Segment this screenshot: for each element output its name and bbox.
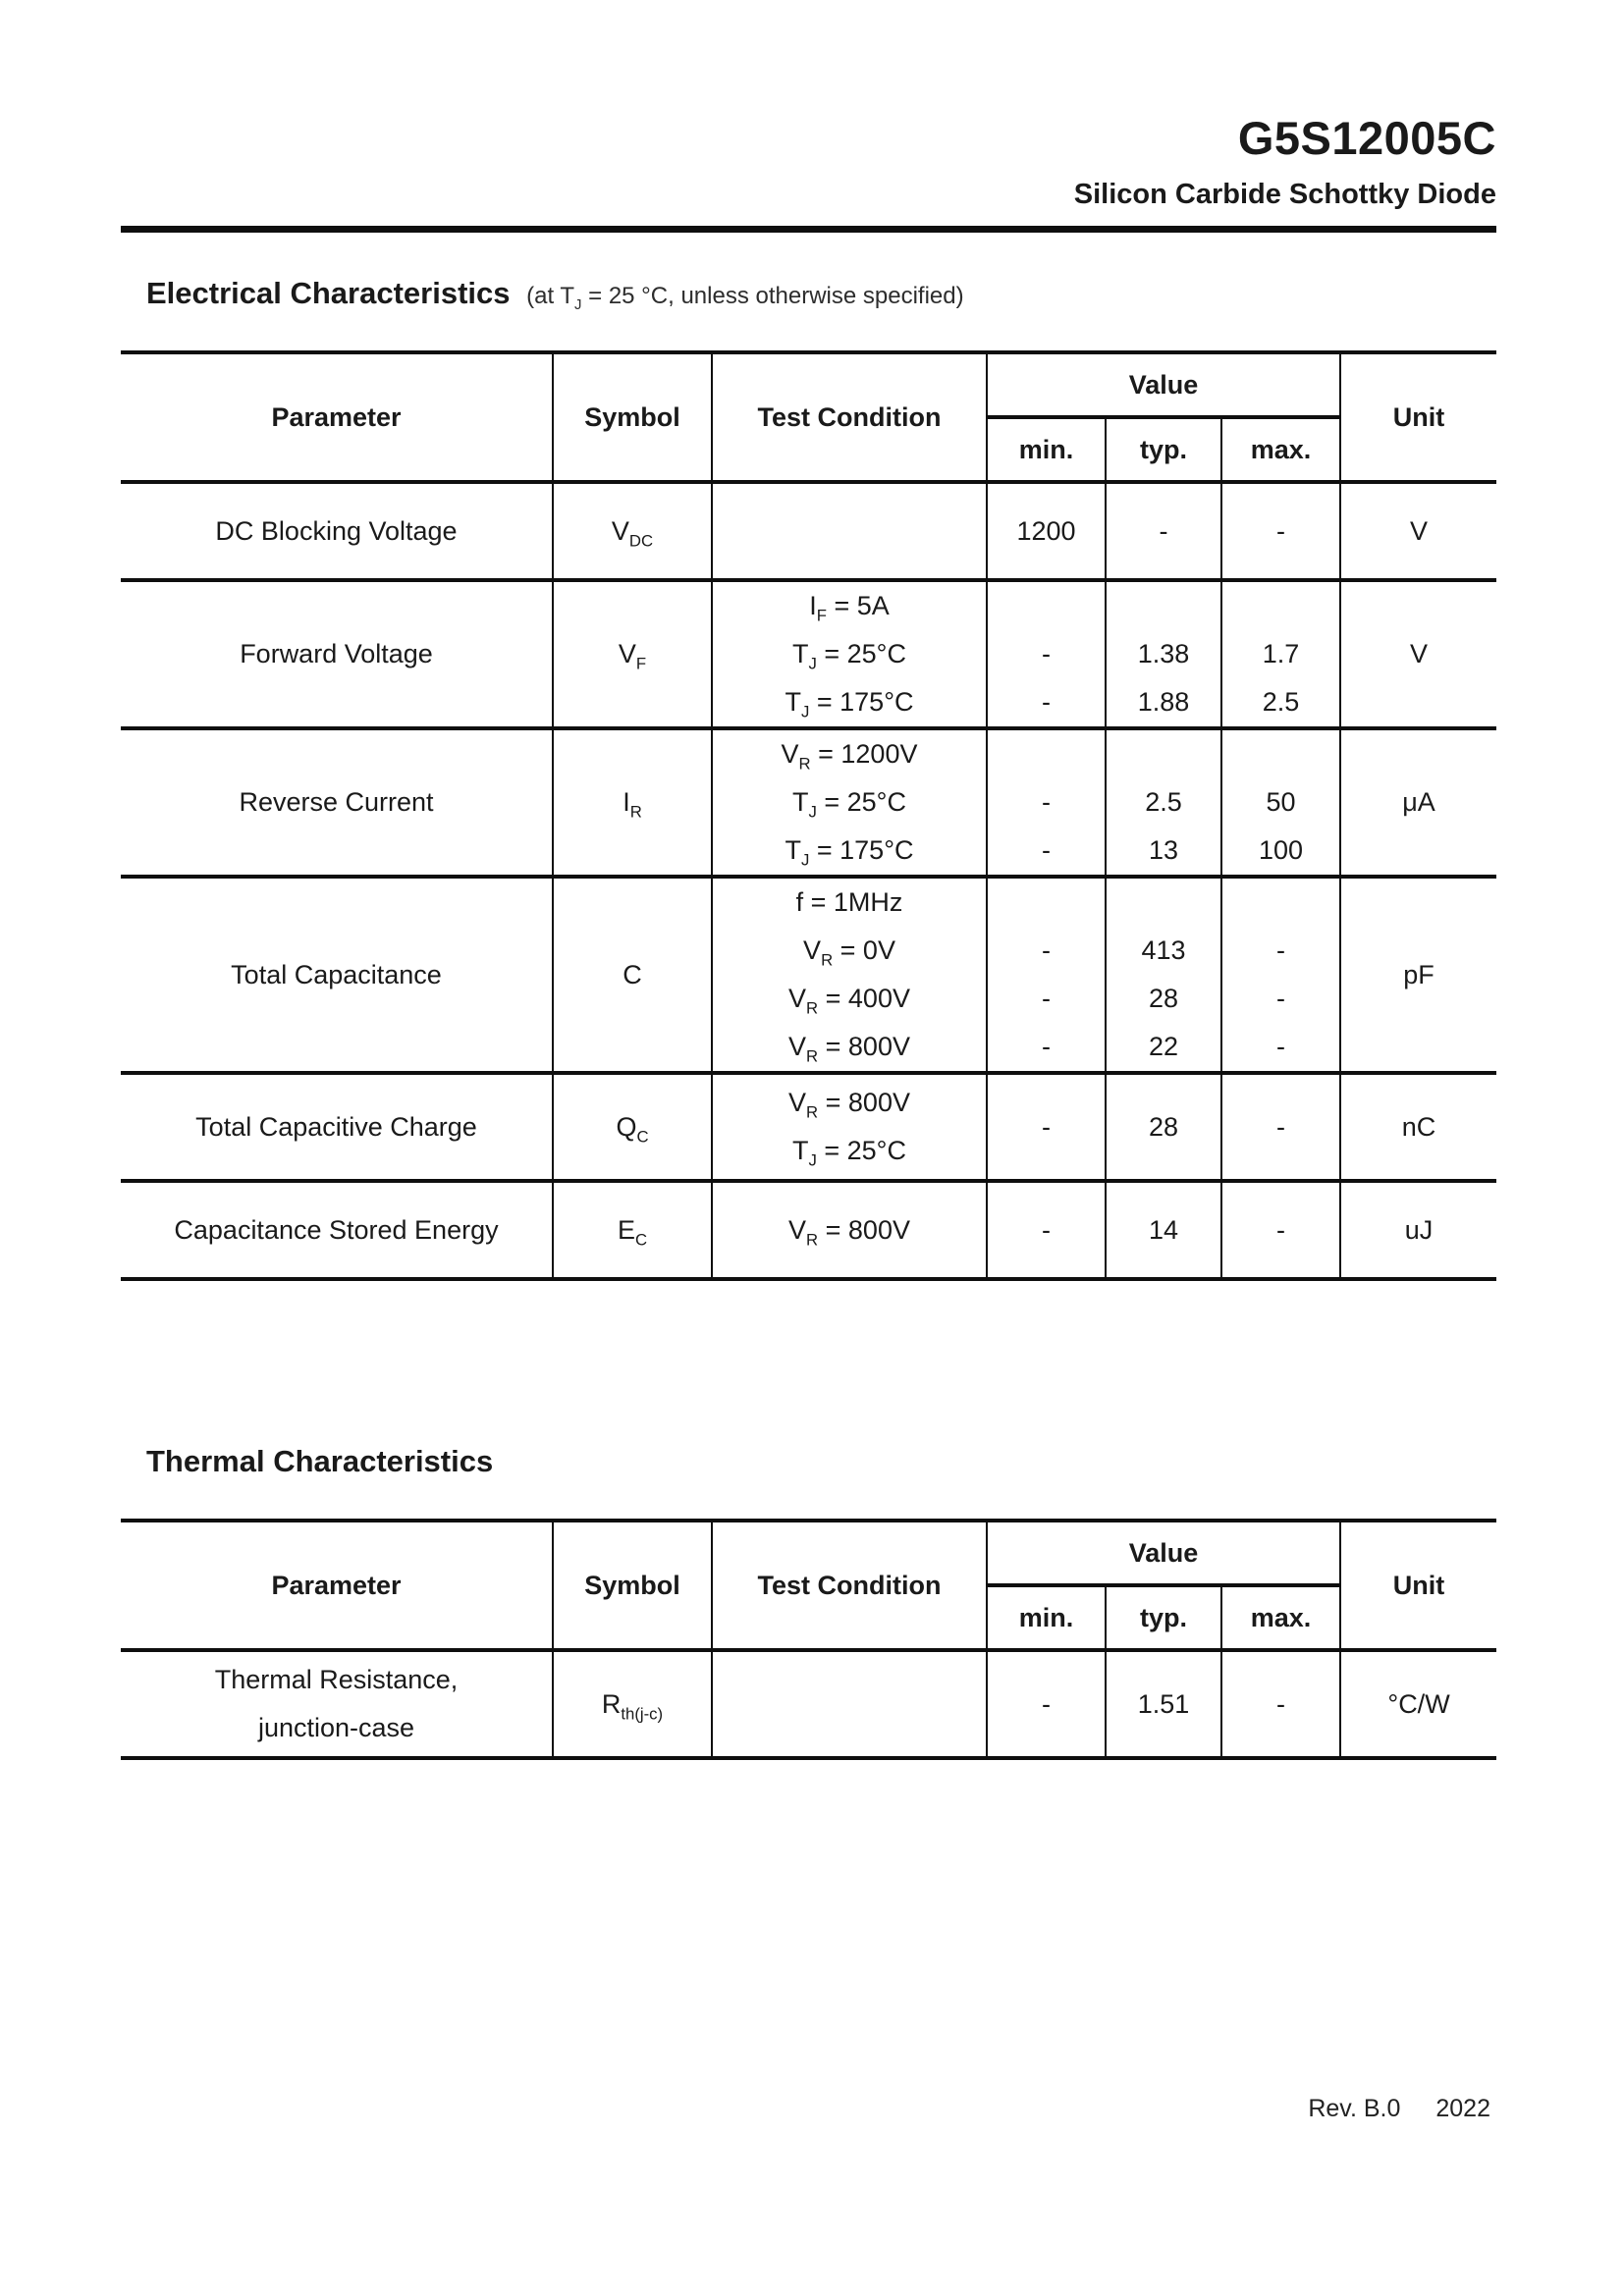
header-row-1 <box>121 352 1496 417</box>
col-header-typ: typ. <box>1106 1585 1221 1650</box>
cond-cell <box>712 482 987 580</box>
max-value: - <box>1276 1214 1286 1245</box>
cond-rest: = 25°C <box>816 787 906 818</box>
cond-rest: = 175°C <box>809 835 914 866</box>
symbol-cell <box>553 877 712 1073</box>
cond-line <box>713 1127 986 1175</box>
cond-sub: F <box>816 606 827 625</box>
parameter-label: Thermal Resistance, <box>214 1665 459 1695</box>
max-value: - <box>1276 1111 1286 1142</box>
cond-base: T <box>792 639 809 669</box>
table-row-total-capacitive-charge <box>121 1073 1496 1181</box>
cond-base: V <box>788 984 807 1014</box>
table-row-capacitance-stored-energy <box>121 1181 1496 1279</box>
parameter-label: junction-case <box>257 1713 415 1743</box>
unit-label: °C/W <box>1387 1688 1450 1719</box>
revision-footer <box>1308 2095 1490 2123</box>
max-value <box>1222 879 1339 927</box>
min-value: - <box>1042 1032 1051 1062</box>
param-cell <box>121 482 553 580</box>
param-cell <box>121 728 553 877</box>
unit-cell <box>1340 1073 1496 1181</box>
cond-line <box>713 879 986 927</box>
unit-label: V <box>1410 639 1429 669</box>
typ-cell <box>1106 877 1221 1073</box>
param-cell <box>121 580 553 728</box>
table-row-total-capacitance <box>121 877 1496 1073</box>
thermal-section-title <box>121 1444 1496 1479</box>
cond-line <box>713 827 986 875</box>
symbol-sub: C <box>634 1230 648 1250</box>
param-cell <box>121 877 553 1073</box>
symbol-base: V <box>618 639 636 669</box>
typ-cell <box>1106 1073 1221 1181</box>
table-row-dc-blocking-voltage <box>121 482 1496 580</box>
cond-cell <box>712 580 987 728</box>
col-header-symbol: Symbol <box>553 352 712 482</box>
thermal-table-body <box>121 1650 1496 1758</box>
symbol-sub: th(j-c) <box>621 1704 664 1724</box>
masthead <box>121 0 1496 233</box>
max-value <box>1222 582 1339 630</box>
cond-base: V <box>788 1088 807 1118</box>
unit-cell <box>1340 1181 1496 1279</box>
symbol <box>617 1214 648 1250</box>
typ-cell <box>1106 1181 1221 1279</box>
cond-sub: R <box>806 998 819 1018</box>
cond-cell <box>712 1073 987 1181</box>
cond-sub: J <box>801 850 810 870</box>
symbol-sub: C <box>636 1127 649 1147</box>
min-cell <box>987 580 1106 728</box>
cond-line <box>713 927 986 975</box>
param-cell <box>121 1181 553 1279</box>
cond-line <box>713 678 986 726</box>
part-number-title: G5S12005C <box>1237 112 1496 164</box>
cond-cell <box>712 877 987 1073</box>
cond-base: V <box>781 739 799 770</box>
typ-value <box>1107 582 1220 630</box>
max-value: 50 <box>1266 787 1296 818</box>
min-value: - <box>1042 984 1051 1014</box>
cond-line <box>713 975 986 1023</box>
cond-rest: = 1MHz <box>803 887 903 918</box>
cond-cell <box>712 1650 987 1758</box>
min-value: - <box>1042 1111 1051 1142</box>
col-header-test-condition: Test Condition <box>712 1521 987 1650</box>
electrical-section-title <box>121 276 1496 314</box>
electrical-table-body <box>121 482 1496 1279</box>
typ-cell <box>1106 482 1221 580</box>
cond-sub: J <box>808 654 817 673</box>
min-cell <box>987 728 1106 877</box>
max-value: - <box>1276 1688 1286 1719</box>
col-header-parameter: Parameter <box>121 352 553 482</box>
cond-base: V <box>788 1214 807 1245</box>
note-post: = 25 °C, unless otherwise specified) <box>581 283 964 310</box>
cond-line <box>713 630 986 678</box>
min-value: - <box>1042 1214 1051 1245</box>
max-value: - <box>1276 1032 1286 1062</box>
typ-value: 1.38 <box>1137 639 1190 669</box>
cond-line <box>713 582 986 630</box>
max-value: 1.7 <box>1262 639 1300 669</box>
unit-label: uJ <box>1404 1214 1434 1245</box>
note-sub-j: J <box>574 297 582 314</box>
cond-base: V <box>803 935 822 966</box>
cond-sub: R <box>806 1046 819 1066</box>
cond-cell <box>712 1181 987 1279</box>
cond-base: f <box>795 887 804 918</box>
symbol-base: I <box>623 787 630 818</box>
cond-rest: = 25°C <box>816 639 906 669</box>
cond-rest: = 400V <box>818 984 910 1014</box>
cond-rest: = 25°C <box>816 1136 906 1166</box>
typ-cell <box>1106 728 1221 877</box>
unit-label: μA <box>1402 787 1435 818</box>
symbol-cell <box>553 1650 712 1758</box>
cond-sub: J <box>808 802 817 822</box>
symbol-cell <box>553 728 712 877</box>
cond-sub: R <box>821 950 834 970</box>
symbol <box>601 1688 664 1724</box>
col-header-parameter: Parameter <box>121 1521 553 1650</box>
max-value: 100 <box>1258 835 1304 866</box>
col-header-value: Value <box>987 1521 1340 1585</box>
symbol-cell <box>553 1181 712 1279</box>
cond-cell <box>712 728 987 877</box>
col-header-test-condition: Test Condition <box>712 352 987 482</box>
max-value: 2.5 <box>1262 687 1300 718</box>
header-rule <box>121 226 1496 233</box>
typ-value <box>1107 730 1220 778</box>
col-header-typ: typ. <box>1106 417 1221 482</box>
thermal-characteristics-table <box>121 1519 1496 1760</box>
symbol-base: E <box>617 1214 635 1245</box>
revision-year: 2022 <box>1435 2095 1490 2122</box>
cond-rest: = 800V <box>818 1032 910 1062</box>
typ-value: 13 <box>1148 835 1179 866</box>
col-header-unit: Unit <box>1340 1521 1496 1650</box>
min-value: - <box>1042 835 1051 866</box>
typ-value: - <box>1159 515 1168 546</box>
cond-base: I <box>809 591 817 621</box>
max-cell <box>1221 728 1340 877</box>
symbol-cell <box>553 1073 712 1181</box>
cond-line <box>713 1023 986 1071</box>
parameter-label: Forward Voltage <box>240 639 433 669</box>
unit-cell <box>1340 580 1496 728</box>
min-value: - <box>1042 787 1051 818</box>
device-subtitle: Silicon Carbide Schottky Diode <box>1073 179 1496 211</box>
unit-cell <box>1340 877 1496 1073</box>
max-cell <box>1221 1181 1340 1279</box>
symbol-base: Q <box>616 1111 637 1142</box>
cond-rest: = 1200V <box>810 739 918 770</box>
parameter-label: DC Blocking Voltage <box>215 515 458 546</box>
symbol <box>618 639 647 673</box>
cond-sub: R <box>806 1230 819 1250</box>
symbol-base: V <box>611 515 629 546</box>
max-cell <box>1221 877 1340 1073</box>
cond-base: T <box>792 787 809 818</box>
typ-value: 413 <box>1141 935 1186 966</box>
typ-value: 28 <box>1148 1111 1179 1142</box>
cond-base: T <box>792 1136 809 1166</box>
thermal-table-header <box>121 1521 1496 1650</box>
col-header-min: min. <box>987 1585 1106 1650</box>
col-header-unit: Unit <box>1340 352 1496 482</box>
symbol-base: R <box>601 1688 622 1719</box>
max-value: - <box>1276 515 1286 546</box>
min-value: - <box>1042 687 1051 718</box>
col-header-max: max. <box>1221 1585 1340 1650</box>
cond-rest: = 0V <box>833 935 895 966</box>
col-header-value: Value <box>987 352 1340 417</box>
cond-line <box>713 778 986 827</box>
max-value <box>1222 730 1339 778</box>
typ-value: 1.88 <box>1137 687 1190 718</box>
min-value <box>988 879 1105 927</box>
table-row-reverse-current <box>121 728 1496 877</box>
unit-label: pF <box>1403 959 1435 989</box>
revision-label: Rev. B.0 <box>1308 2095 1401 2122</box>
symbol-sub: DC <box>628 531 654 551</box>
typ-value: 2.5 <box>1145 787 1182 818</box>
cond-line <box>713 1079 986 1127</box>
cond-line <box>713 1206 986 1255</box>
symbol-cell <box>553 580 712 728</box>
min-value: - <box>1042 1688 1051 1719</box>
unit-cell <box>1340 728 1496 877</box>
cond-base: V <box>788 1032 807 1062</box>
table-row-thermal-resistance <box>121 1650 1496 1758</box>
electrical-table-header <box>121 352 1496 482</box>
parameter-label: Capacitance Stored Energy <box>174 1214 499 1245</box>
cond-rest: = 800V <box>818 1214 910 1245</box>
symbol <box>623 787 642 822</box>
typ-cell <box>1106 1650 1221 1758</box>
symbol <box>623 960 642 989</box>
min-cell <box>987 482 1106 580</box>
cond-sub: R <box>806 1102 819 1122</box>
max-cell <box>1221 1650 1340 1758</box>
cond-sub: J <box>801 702 810 721</box>
symbol-sub: F <box>635 654 647 673</box>
typ-value: 1.51 <box>1137 1688 1190 1719</box>
min-value: 1200 <box>1016 515 1076 546</box>
unit-label: V <box>1410 515 1429 546</box>
typ-value: 14 <box>1148 1214 1179 1245</box>
min-cell <box>987 1073 1106 1181</box>
unit-cell <box>1340 1650 1496 1758</box>
min-cell <box>987 877 1106 1073</box>
symbol <box>611 515 654 551</box>
electrical-characteristics-table <box>121 350 1496 1281</box>
header-row-1 <box>121 1521 1496 1585</box>
max-cell <box>1221 482 1340 580</box>
unit-cell <box>1340 482 1496 580</box>
cond-rest: = 800V <box>818 1088 910 1118</box>
col-header-symbol: Symbol <box>553 1521 712 1650</box>
symbol-sub: R <box>629 802 642 822</box>
min-value: - <box>1042 639 1051 669</box>
min-value: - <box>1042 935 1051 966</box>
parameter-label: Total Capacitance <box>231 959 442 989</box>
cond-rest: = 5A <box>826 591 890 621</box>
note-pre: (at T <box>526 283 575 310</box>
min-cell <box>987 1181 1106 1279</box>
cond-sub: R <box>798 754 811 774</box>
min-value <box>988 730 1105 778</box>
typ-value: 22 <box>1148 1032 1179 1062</box>
col-header-min: min. <box>987 417 1106 482</box>
cond-rest: = 175°C <box>809 687 914 718</box>
typ-cell <box>1106 580 1221 728</box>
cond-base: T <box>785 687 801 718</box>
electrical-condition-note <box>526 283 964 314</box>
cond-sub: J <box>808 1150 817 1170</box>
param-cell <box>121 1073 553 1181</box>
cond-base: T <box>785 835 801 866</box>
unit-label: nC <box>1401 1111 1436 1142</box>
cond-line <box>713 730 986 778</box>
typ-value: 28 <box>1148 984 1179 1014</box>
symbol-cell <box>553 482 712 580</box>
typ-value <box>1107 879 1220 927</box>
electrical-title-text: Electrical Characteristics <box>146 276 511 311</box>
col-header-max: max. <box>1221 417 1340 482</box>
param-cell <box>121 1650 553 1758</box>
symbol <box>616 1111 649 1147</box>
max-cell <box>1221 1073 1340 1181</box>
max-value: - <box>1276 935 1286 966</box>
thermal-title-text: Thermal Characteristics <box>146 1444 494 1479</box>
max-cell <box>1221 580 1340 728</box>
symbol-base: C <box>623 959 642 989</box>
min-cell <box>987 1650 1106 1758</box>
parameter-label: Reverse Current <box>239 787 434 818</box>
max-value: - <box>1276 984 1286 1014</box>
parameter-label: Total Capacitive Charge <box>195 1111 477 1142</box>
table-row-forward-voltage <box>121 580 1496 728</box>
min-value <box>988 582 1105 630</box>
